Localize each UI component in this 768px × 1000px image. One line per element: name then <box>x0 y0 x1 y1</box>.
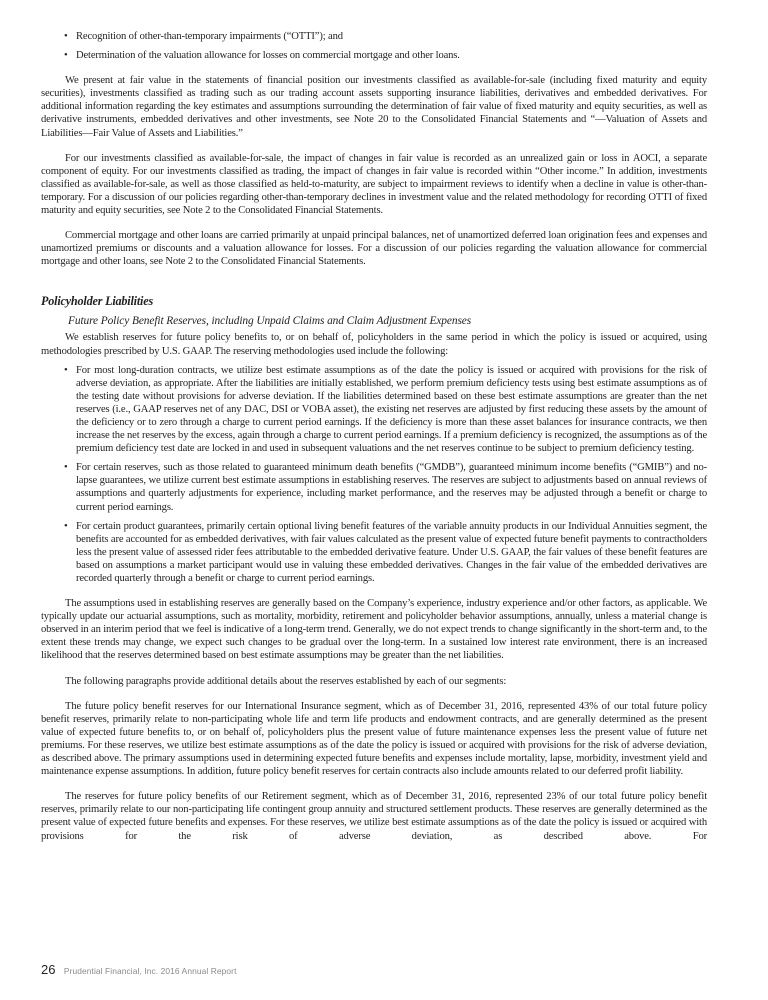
paragraph-available-for-sale: For our investments classified as available-for-sale, the impact of changes in fair value is recorded as an unrealized gain or loss in AOCI, a separate component of equity. For our investments classified as trading, the impact of changes in fair value is recorded within “Other income.” In addition, investments classified as available-for-sale, as well as those classified as held-to-maturity, are subject to impairment reviews to identify when a decline in value is other-than-temporary. For a discussion of our policies regarding other-than-temporary declines in investment value and the related methodology for recording OTTI of fixed maturity and equity securities, see Note 2 to the Consolidated Financial Statements. <box>41 152 707 217</box>
page-number: 26 <box>41 962 56 977</box>
bullet-icon: • <box>64 50 68 62</box>
paragraph-assumptions: The assumptions used in establishing reserves are generally based on the Company’s experience, industry experience and/or other factors, as applicable. We typically update our actuarial assumptions, such as mortality, morbidity, retirement and policyholder behavior assumptions, annually, unless a material change is observed in an interim period that we feel is indicative of a long-term trend. Generally, we do not expect trends to change significantly in the short-term and, to the extent these trends may change, we expect such changes to be gradual over the long-term. In a sustained low interest rate environment, there is an increased likelihood that the reserves determined based on best estimate assumptions may be greater than the net liabilities. <box>41 598 707 662</box>
paragraph-retirement: The reserves for future policy benefits of our Retirement segment, which as of December 31, 2016, represented 23% of our total future policy benefit reserves, primarily relate to our non-participating life contingent group annuity and structured settlement products. These reserves are generally determined as the present value of expected future benefits and expenses. For these reserves, we utilize best estimate assumptions as of the date the policy is issued or acquired with provisions for the risk of adverse deviation, as described above. For <box>41 791 707 842</box>
paragraph-fair-value: We present at fair value in the statements of financial position our investments classified as available-for-sale (including fixed maturity and equity securities), investments classified as trading such as our trading account assets supporting insurance liabilities, derivatives and embedded derivatives. For additional information regarding the key estimates and assumptions surrounding the determination of fair value of fixed maturity and equity securities, as well as derivative instruments, embedded derivatives and other investments, see Note 20 to the Consolidated Financial Statements and “—Valuation of Assets and Liabilities—Fair Value of Assets and Liabilities.” <box>41 75 707 139</box>
list-item <box>41 520 707 585</box>
list-item <box>41 364 707 456</box>
bullet-icon: • <box>64 364 68 376</box>
list-item-text: Determination of the valuation allowance for losses on commercial mortgage and other loans. <box>76 50 460 62</box>
bullet-icon: • <box>64 462 68 474</box>
paragraph-reserves-lead: We establish reserves for future policy benefits to, or on behalf of, policyholders in the same period in which the policy is issued or acquired, using methodologies prescribed by U.S. GAAP. The reserving methodologies used include the following: <box>41 332 707 357</box>
bullet-icon: • <box>64 520 68 532</box>
top-bullet-list <box>41 30 707 62</box>
bullet-icon: • <box>64 31 68 42</box>
report-title: Prudential Financial, Inc. 2016 Annual Report <box>63 966 237 976</box>
list-item <box>41 461 707 513</box>
document-page <box>41 30 707 843</box>
list-item <box>41 30 707 43</box>
list-item <box>41 49 707 62</box>
section-title: Policyholder Liabilities <box>41 294 153 309</box>
paragraph-segments-intro: The following paragraphs provide additional details about the reserves established by each of our segments: <box>65 675 507 687</box>
list-item-text: For certain product guarantees, primarily certain optional living benefit features of the variable annuity products in our Individual Annuities segment, the benefits are accounted for as embedded derivatives, with fair values calculated as the present value of expected future benefit payments to contractholders less the present value of assessed rider fees attributable to the embedded derivative feature. Under U.S. GAAP, the fair values of these benefit features are based on assumptions a market participant would use in valuing these embedded derivatives. Changes in the fair value of the embedded derivatives are recorded quarterly through a benefit or charge to current period earnings. <box>76 520 707 584</box>
list-item-text: For certain reserves, such as those related to guaranteed minimum death benefits (“GMDB”), guaranteed minimum income benefits (“GMIB”) and no-lapse guarantees, we utilize current best estimate assumptions in establishing reserves. The reserves are subject to adjustments based on annual reviews of assumptions and quarterly adjustments for experience, including market performance, and the reserves may be adjusted through a benefit or charge to current period earnings. <box>76 462 707 513</box>
paragraph-commercial-mortgage: Commercial mortgage and other loans are carried primarily at unpaid principal balances, net of unamortized deferred loan origination fees and expenses and unamortized premiums or discounts and a valuation allowance for losses. For a discussion of our policies regarding the valuation allowance for commercial mortgage and other loans, see Note 2 to the Consolidated Financial Statements. <box>41 230 707 268</box>
list-item-text: Recognition of other-than-temporary impairments (“OTTI”); and <box>76 31 343 42</box>
list-item-text: For most long-duration contracts, we utilize best estimate assumptions as of the date the policy is issued or acquired with provisions for the risk of adverse deviation, as appropriate. After the liabilities are initially established, we perform premium deficiency tests using best estimate assumptions as of the testing date without provisions for adverse deviation. If the liabilities determined based on these best estimate assumptions are greater than the net reserves (i.e., GAAP reserves net of any DAC, DSI or VOBA asset), the existing net reserves are adjusted by first reducing these assets by the amount of the deficiency or to zero through a charge to current period earnings. If the deficiency is more than these asset balances for insurance contracts, we then increase the net reserves by the excess, again through a charge to current period earnings. If a premium deficiency is recognized, the assumptions as of the premium deficiency test date are locked in and used in subsequent valuations and the net reserves continue to be subject to premium deficiency testing. <box>76 364 707 455</box>
page-footer <box>41 961 237 979</box>
reserve-methodology-list <box>41 364 707 586</box>
subsection-title: Future Policy Benefit Reserves, including Unpaid Claims and Claim Adjustment Expenses <box>68 315 472 328</box>
paragraph-international-insurance: The future policy benefit reserves for our International Insurance segment, which as of December 31, 2016, represented 43% of our total future policy benefit reserves, primarily relate to non-participating whole life and term life products and endowment contracts, and are generally determined as the present value of expected future benefits to, or on behalf of, policyholders plus the present value of future maintenance expenses less the present value of future net premiums. For these reserves, we utilize best estimate assumptions as of the date the policy is issued or acquired with provisions for the risk of adverse deviation, as described above. The primary assumptions used in determining expected future benefits and expenses include mortality, lapse, morbidity, investment yield and maintenance expense assumptions. In addition, future policy benefit reserves for certain contracts also include amounts related to our deferred profit liability. <box>41 700 707 778</box>
